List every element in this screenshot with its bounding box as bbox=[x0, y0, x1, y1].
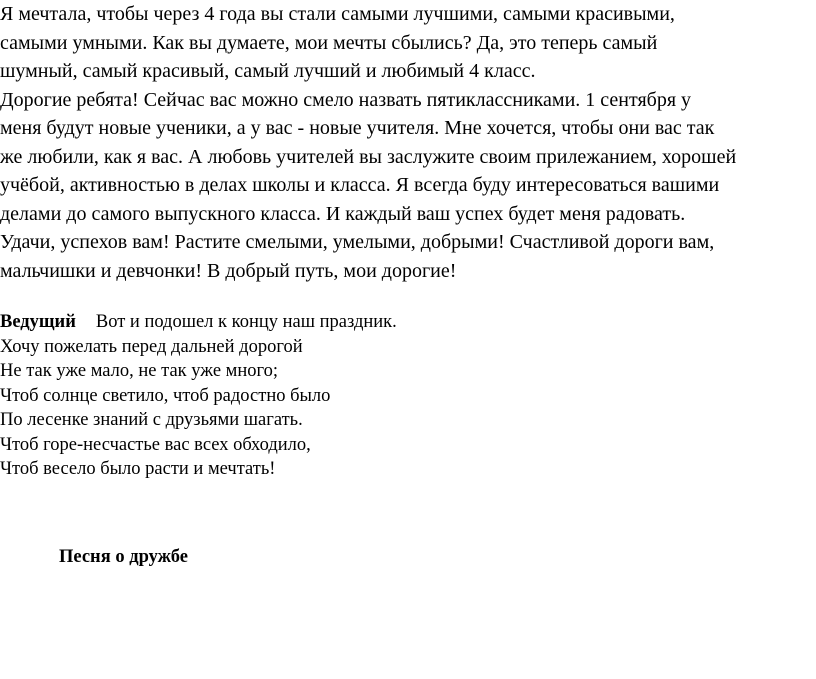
poem-line: Хочу пожелать перед дальней дорогой bbox=[0, 336, 303, 357]
text-line: самыми умными. Как вы думаете, мои мечты сбылись? Да, это теперь самый bbox=[0, 31, 658, 54]
paragraph-dear-children bbox=[0, 86, 816, 286]
text-line: Дорогие ребята! Сейчас вас можно смело назвать пятиклассниками. 1 сентября у bbox=[0, 88, 692, 111]
poem-line: Чтоб горе-несчастье вас всех обходило, bbox=[0, 434, 311, 455]
poem-line: По лесенке знаний с друзьями шагать. bbox=[0, 410, 303, 430]
text-line: Удачи, успехов вам! Растите смелыми, умелыми, добрыми! Счастливой дороги вам, bbox=[0, 231, 715, 253]
poem-block bbox=[0, 310, 397, 482]
poem-line: Не так уже мало, не так уже много; bbox=[0, 361, 279, 381]
song-title: Песня о дружбе bbox=[59, 547, 189, 567]
text-line: делами до самого выпускного класса. И каждый ваш успех будет меня радовать. bbox=[0, 202, 686, 225]
poem-line: Чтоб солнце светило, чтоб радостно было bbox=[0, 385, 331, 406]
text-line: меня будут новые ученики, а у вас - новые учителя. Мне хочется, чтобы они вас так bbox=[0, 117, 715, 139]
text-line: же любили, как я вас. А любовь учителей вы заслужите своим прилежанием, хорошей bbox=[0, 145, 737, 168]
poem-first-line bbox=[0, 310, 397, 335]
text-line: Я мечтала, чтобы через 4 года вы стали самыми лучшими, самыми красивыми, bbox=[0, 3, 675, 25]
paragraph-dreams bbox=[0, 0, 816, 86]
poem-line: Вот и подошел к концу наш праздник. bbox=[95, 312, 397, 332]
text-line: шумный, самый красивый, самый лучший и любимый 4 класс. bbox=[0, 60, 536, 82]
text-line: мальчишки и девчонки! В добрый путь, мои дорогие! bbox=[0, 259, 457, 282]
speaker-label: Ведущий bbox=[0, 312, 76, 332]
text-line: учёбой, активностью в делах школы и класса. Я всегда буду интересоваться вашими bbox=[0, 174, 720, 196]
poem-line: Чтоб весело было расти и мечтать! bbox=[0, 459, 276, 479]
